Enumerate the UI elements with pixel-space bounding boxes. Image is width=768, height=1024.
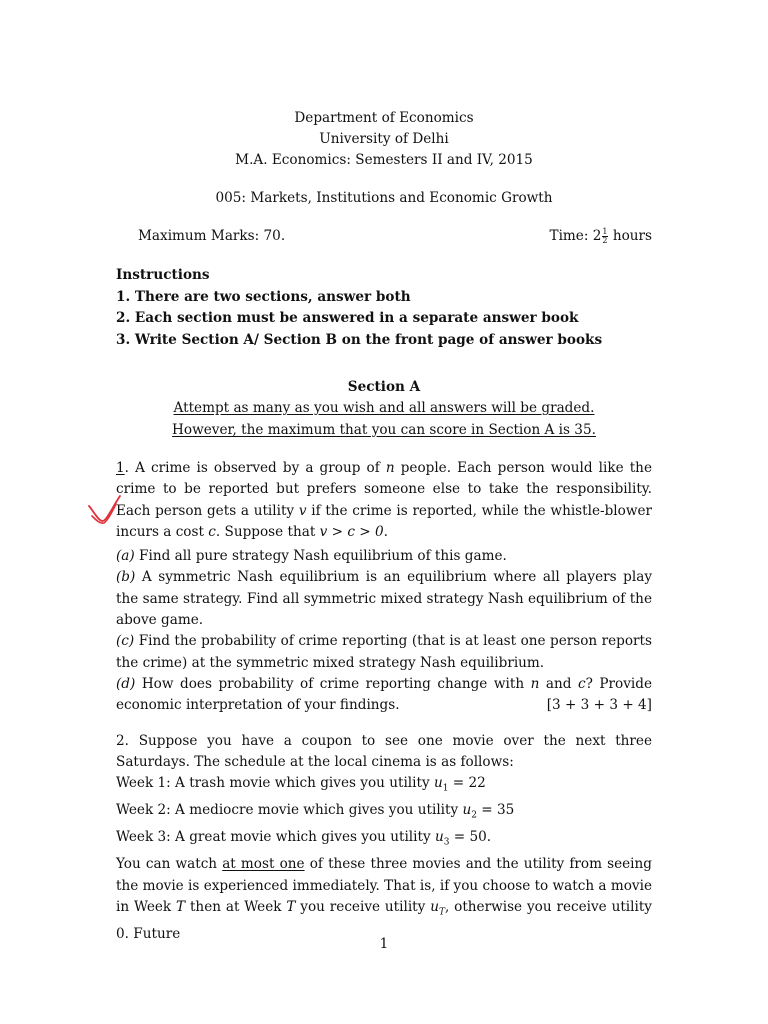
question-1: 1. A crime is observed by a group of n people. Each person would like the crime to be reported but prefers someone else to take the responsibility. Each person gets a utility v if the crime is reported, while the whistle-blower incurs a cost c. Suppose that v > c > 0. <box>116 460 653 540</box>
instructions-title: Instructions <box>116 267 210 283</box>
instruction-item: 1. There are two sections, answer both <box>116 288 411 305</box>
time-fraction: $\frac{1}{2}$ <box>602 227 608 245</box>
program-title: M.A. Economics: Semesters II and IV, 2015 <box>235 152 533 168</box>
section-a-note: Attempt as many as you wish and all answers will be graded. However, the maximum that you can score in Section A is 35. <box>172 400 596 438</box>
course-title: 005: Markets, Institutions and Economic Growth <box>215 190 553 206</box>
question-2: 2. Suppose you have a coupon to see one movie over the next three Saturdays. The schedule at the local cinema is as follows: Week 1: A trash movie which gives you utility $u_1 = 22$ Week 2: A mediocre movie which gives you utility $u_2 = 35$ Week 3: A great movie which gives you utility $u_3 = 50$. You can watch at most one of these three movies and the utility from seeing the movie is experienced immediately. That is, if you choose to watch a movie in Week T then at Week T you receive utility $u_T$, otherwise you receive utility 0. Future <box>116 731 652 946</box>
page-number: 1 <box>379 936 389 952</box>
section-a-title: Section A <box>347 379 421 395</box>
question-number: 1 <box>116 460 125 476</box>
part-b: (b) A symmetric Nash equilibrium is an equilibrium where all players play the same strategy. Find all symmetric mixed strategy Nash equilibrium of the above game. <box>116 569 652 629</box>
page-header <box>116 108 652 171</box>
department-title: Department of Economics <box>294 110 474 126</box>
question-number: 2 <box>116 732 125 749</box>
instruction-item: 3. Write Section A/ Section B on the front page of answer books <box>116 331 603 348</box>
question-1-parts <box>116 546 652 716</box>
part-a: (a) Find all pure strategy Nash equilibrium of this game. <box>116 548 507 565</box>
university-name: University of Delhi <box>319 131 449 147</box>
week-1-line: Week 1: A trash movie which gives you utility $u_1 = 22$ <box>116 775 486 794</box>
question-2-body: You can watch at most one of these three movies and the utility from seeing the movie is experienced immediately. That is, if you choose to watch a movie in Week T then at Week T you receive utility $u_T$, otherwise you receive utility 0. Future <box>116 856 653 942</box>
maximum-marks: Maximum Marks: 70. <box>138 228 286 244</box>
part-c: (c) Find the probability of crime reporting (that is at least one person reports the crime) at the symmetric mixed strategy Nash equilibrium. <box>116 633 652 671</box>
exam-time: Time: 2 $\frac{1}{2}$ hours <box>549 227 652 245</box>
question-1-marks: [3 + 3 + 3 + 4] <box>546 697 652 714</box>
week-3-line: Week 3: A great movie which gives you utility $u_3 = 50$. <box>116 829 492 848</box>
exam-page <box>116 108 652 945</box>
instructions <box>116 265 652 351</box>
week-2-line: Week 2: A mediocre movie which gives you utility $u_2 = 35$ <box>116 802 515 821</box>
marks-time-row <box>116 227 652 245</box>
part-d: (d) How does probability of crime reporting change with n and c? Provide economic interpretation of your findings. [3 + 3 + 3 + 4] <box>116 674 652 717</box>
instruction-item: 2. Each section must be answered in a separate answer book <box>116 310 579 326</box>
